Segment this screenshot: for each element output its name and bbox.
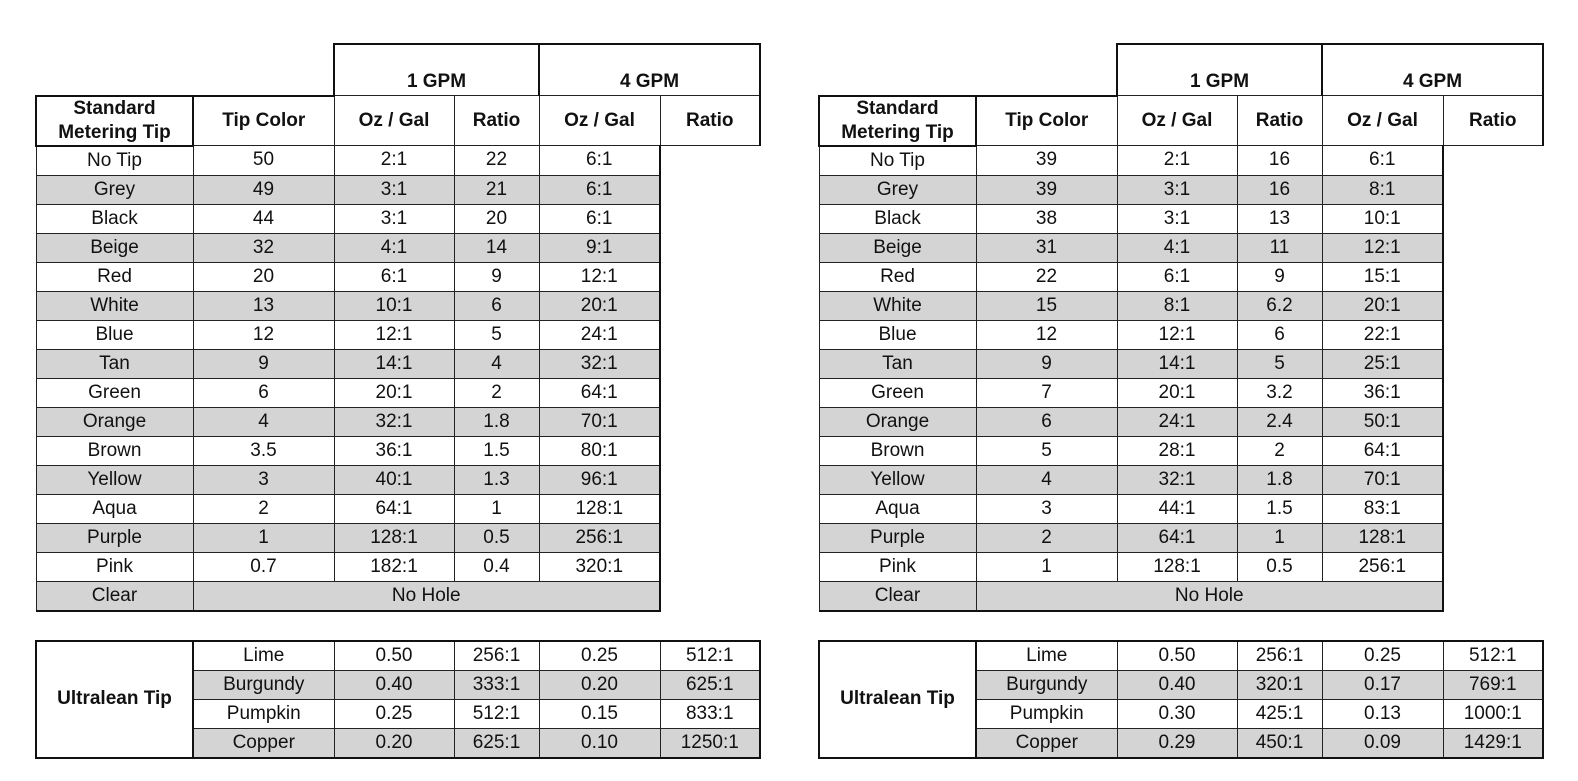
table-row	[819, 204, 1543, 233]
table-row	[36, 349, 760, 378]
standard-group-label: Standard Metering Tip	[36, 96, 193, 146]
ultralean-tip-table	[35, 640, 761, 759]
cell-oz-gal-4gpm: 0.09	[1322, 728, 1443, 758]
cell-oz-gal-1gpm: 0.20	[334, 728, 454, 758]
cell-oz-gal-1gpm: 22	[976, 262, 1117, 291]
table-row	[36, 465, 760, 494]
table-row	[36, 552, 760, 581]
cell-ratio-1gpm: 64:1	[1117, 523, 1237, 552]
cell-ratio-1gpm: 4:1	[1117, 233, 1237, 262]
cell-ratio-4gpm: 20:1	[539, 291, 660, 320]
cell-oz-gal-1gpm: 31	[976, 233, 1117, 262]
standard-group-label: Standard Metering Tip	[819, 96, 976, 146]
header-spacer	[36, 44, 334, 96]
cell-oz-gal-4gpm: 9	[1237, 262, 1322, 291]
cell-ratio-4gpm: 10:1	[1322, 204, 1443, 233]
cell-oz-gal-4gpm: 13	[1237, 204, 1322, 233]
cell-oz-gal-4gpm: 11	[1237, 233, 1322, 262]
cell-tip-color: No Tip	[36, 146, 193, 176]
cell-tip-color: Yellow	[36, 465, 193, 494]
column-header-row	[819, 96, 1543, 146]
cell-ratio-1gpm: 256:1	[454, 641, 539, 671]
table-row	[819, 262, 1543, 291]
cell-tip-color: Orange	[36, 407, 193, 436]
standard-tip-table	[818, 43, 1544, 612]
cell-oz-gal-4gpm: 1.5	[454, 436, 539, 465]
cell-oz-gal-1gpm: 9	[193, 349, 334, 378]
cell-tip-color: White	[819, 291, 976, 320]
table-row	[36, 320, 760, 349]
cell-ratio-4gpm: 22:1	[1322, 320, 1443, 349]
cell-tip-color: Grey	[36, 175, 193, 204]
cell-tip-color: Aqua	[36, 494, 193, 523]
table-row	[36, 523, 760, 552]
cell-oz-gal-4gpm: 21	[454, 175, 539, 204]
group-header-1gpm: 1 GPM	[334, 44, 539, 96]
cell-oz-gal-1gpm: 32	[193, 233, 334, 262]
cell-tip-color: Black	[36, 204, 193, 233]
group-header-1gpm: 1 GPM	[1117, 44, 1322, 96]
cell-tip-color: Clear	[36, 581, 193, 611]
cell-tip-color: Pumpkin	[193, 699, 334, 728]
cell-ratio-1gpm: 128:1	[334, 523, 454, 552]
cell-ratio-1gpm: 64:1	[334, 494, 454, 523]
cell-oz-gal-1gpm: 49	[193, 175, 334, 204]
gpm-group-header-row	[36, 44, 760, 96]
cell-oz-gal-1gpm: 50	[193, 146, 334, 176]
cell-ratio-1gpm: 425:1	[1237, 699, 1322, 728]
cell-ratio-4gpm: 6:1	[539, 175, 660, 204]
cell-tip-color: Pink	[36, 552, 193, 581]
cell-tip-color: Tan	[819, 349, 976, 378]
cell-tip-color: Beige	[819, 233, 976, 262]
cell-tip-color: Blue	[819, 320, 976, 349]
cell-ratio-4gpm: 20:1	[1322, 291, 1443, 320]
cell-ratio-1gpm: 182:1	[334, 552, 454, 581]
cell-oz-gal-4gpm: 0.10	[539, 728, 660, 758]
cell-oz-gal-1gpm: 0.50	[334, 641, 454, 671]
cell-ratio-4gpm: 1250:1	[660, 728, 760, 758]
col-header-ratio-1: Ratio	[1237, 96, 1322, 146]
cell-ratio-1gpm: 40:1	[334, 465, 454, 494]
cell-oz-gal-4gpm: 16	[1237, 175, 1322, 204]
cell-tip-color: Lime	[976, 641, 1117, 671]
cell-ratio-4gpm: 64:1	[539, 378, 660, 407]
cell-ratio-4gpm: 625:1	[660, 670, 760, 699]
cell-ratio-4gpm: 320:1	[539, 552, 660, 581]
cell-ratio-4gpm: 512:1	[660, 641, 760, 671]
table-row	[819, 320, 1543, 349]
cell-oz-gal-4gpm: 6	[1237, 320, 1322, 349]
cell-oz-gal-1gpm: 0.30	[1117, 699, 1237, 728]
cell-oz-gal-1gpm: 4	[193, 407, 334, 436]
cell-oz-gal-1gpm: 0.50	[1117, 641, 1237, 671]
table-row	[36, 494, 760, 523]
cell-ratio-1gpm: 36:1	[334, 436, 454, 465]
cell-ratio-1gpm: 12:1	[334, 320, 454, 349]
cell-oz-gal-4gpm: 1.3	[454, 465, 539, 494]
cell-ratio-4gpm: 833:1	[660, 699, 760, 728]
cell-ratio-1gpm: 3:1	[334, 204, 454, 233]
cell-tip-color: Burgundy	[976, 670, 1117, 699]
cell-ratio-1gpm: 256:1	[1237, 641, 1322, 671]
cell-ratio-1gpm: 28:1	[1117, 436, 1237, 465]
column-header-row	[36, 96, 760, 146]
cell-ratio-4gpm: 80:1	[539, 436, 660, 465]
table-row	[819, 641, 1543, 671]
cell-tip-color: Purple	[819, 523, 976, 552]
cell-oz-gal-4gpm: 2	[454, 378, 539, 407]
cell-ratio-1gpm: 333:1	[454, 670, 539, 699]
table-row	[36, 146, 760, 176]
cell-oz-gal-1gpm: 13	[193, 291, 334, 320]
cell-oz-gal-4gpm: 0.4	[454, 552, 539, 581]
cell-ratio-1gpm: 320:1	[1237, 670, 1322, 699]
cell-tip-color: Clear	[819, 581, 976, 611]
cell-ratio-1gpm: 14:1	[1117, 349, 1237, 378]
cell-ratio-4gpm: 256:1	[1322, 552, 1443, 581]
cell-oz-gal-4gpm: 3.2	[1237, 378, 1322, 407]
cell-ratio-4gpm: 70:1	[539, 407, 660, 436]
cell-oz-gal-1gpm: 15	[976, 291, 1117, 320]
cell-tip-color: Pumpkin	[976, 699, 1117, 728]
cell-tip-color: Aqua	[819, 494, 976, 523]
table-row	[36, 378, 760, 407]
cell-tip-color: No Tip	[819, 146, 976, 176]
cell-oz-gal-4gpm: 5	[1237, 349, 1322, 378]
cell-ratio-1gpm: 512:1	[454, 699, 539, 728]
cell-ratio-4gpm: 15:1	[1322, 262, 1443, 291]
cell-oz-gal-4gpm: 0.25	[1322, 641, 1443, 671]
cell-ratio-4gpm: 512:1	[1443, 641, 1543, 671]
cell-oz-gal-4gpm: 0.25	[539, 641, 660, 671]
cell-tip-color: Yellow	[819, 465, 976, 494]
cell-tip-color: Brown	[819, 436, 976, 465]
cell-ratio-1gpm: 20:1	[1117, 378, 1237, 407]
cell-oz-gal-4gpm: 16	[1237, 146, 1322, 176]
right-table-panel	[818, 43, 1544, 759]
cell-ratio-4gpm: 50:1	[1322, 407, 1443, 436]
cell-ratio-1gpm: 128:1	[1117, 552, 1237, 581]
cell-oz-gal-1gpm: 7	[976, 378, 1117, 407]
cell-tip-color: Pink	[819, 552, 976, 581]
table-row	[819, 465, 1543, 494]
cell-tip-color: Blue	[36, 320, 193, 349]
cell-oz-gal-4gpm: 20	[454, 204, 539, 233]
cell-tip-color: Burgundy	[193, 670, 334, 699]
cell-no-hole: No Hole	[976, 581, 1443, 611]
cell-ratio-4gpm: 8:1	[1322, 175, 1443, 204]
group-header-4gpm: 4 GPM	[1322, 44, 1543, 96]
table-row	[36, 436, 760, 465]
cell-ratio-4gpm: 24:1	[539, 320, 660, 349]
cell-tip-color: Beige	[36, 233, 193, 262]
cell-oz-gal-4gpm: 0.5	[1237, 552, 1322, 581]
cell-oz-gal-1gpm: 1	[193, 523, 334, 552]
table-row	[819, 494, 1543, 523]
cell-ratio-1gpm: 6:1	[334, 262, 454, 291]
table-row	[819, 175, 1543, 204]
cell-oz-gal-4gpm: 14	[454, 233, 539, 262]
cell-oz-gal-1gpm: 39	[976, 146, 1117, 176]
ultralean-group-label: Ultralean Tip	[819, 641, 976, 758]
cell-ratio-4gpm: 64:1	[1322, 436, 1443, 465]
cell-tip-color: Purple	[36, 523, 193, 552]
table-row	[819, 378, 1543, 407]
cell-oz-gal-1gpm: 0.29	[1117, 728, 1237, 758]
cell-ratio-1gpm: 6:1	[1117, 262, 1237, 291]
cell-ratio-4gpm: 9:1	[539, 233, 660, 262]
table-row	[819, 552, 1543, 581]
cell-ratio-4gpm: 12:1	[539, 262, 660, 291]
cell-oz-gal-4gpm: 5	[454, 320, 539, 349]
cell-oz-gal-4gpm: 6.2	[1237, 291, 1322, 320]
cell-oz-gal-4gpm: 1	[1237, 523, 1322, 552]
cell-oz-gal-1gpm: 0.7	[193, 552, 334, 581]
ultralean-group-label: Ultralean Tip	[36, 641, 193, 758]
cell-ratio-4gpm: 6:1	[1322, 146, 1443, 176]
cell-oz-gal-1gpm: 0.40	[334, 670, 454, 699]
cell-ratio-1gpm: 24:1	[1117, 407, 1237, 436]
cell-tip-color: Brown	[36, 436, 193, 465]
table-row	[36, 233, 760, 262]
cell-tip-color: Green	[819, 378, 976, 407]
cell-oz-gal-4gpm: 2	[1237, 436, 1322, 465]
col-header-tip-color: Tip Color	[976, 96, 1117, 146]
cell-oz-gal-1gpm: 4	[976, 465, 1117, 494]
cell-ratio-4gpm: 1429:1	[1443, 728, 1543, 758]
cell-tip-color: Grey	[819, 175, 976, 204]
cell-oz-gal-4gpm: 1.8	[454, 407, 539, 436]
col-header-oz-gal-1: Oz / Gal	[1117, 96, 1237, 146]
cell-oz-gal-1gpm: 38	[976, 204, 1117, 233]
cell-tip-color: Lime	[193, 641, 334, 671]
cell-tip-color: Copper	[193, 728, 334, 758]
cell-ratio-1gpm: 3:1	[334, 175, 454, 204]
cell-ratio-4gpm: 1000:1	[1443, 699, 1543, 728]
cell-ratio-4gpm: 32:1	[539, 349, 660, 378]
table-row	[36, 262, 760, 291]
cell-ratio-4gpm: 12:1	[1322, 233, 1443, 262]
cell-ratio-4gpm: 769:1	[1443, 670, 1543, 699]
table-row	[819, 349, 1543, 378]
cell-ratio-4gpm: 36:1	[1322, 378, 1443, 407]
cell-ratio-1gpm: 4:1	[334, 233, 454, 262]
cell-oz-gal-1gpm: 12	[193, 320, 334, 349]
cell-oz-gal-1gpm: 3	[193, 465, 334, 494]
table-row	[36, 407, 760, 436]
cell-ratio-1gpm: 2:1	[334, 146, 454, 176]
col-header-ratio-2: Ratio	[1443, 96, 1543, 146]
cell-ratio-4gpm: 128:1	[1322, 523, 1443, 552]
header-spacer	[819, 44, 1117, 96]
cell-oz-gal-1gpm: 6	[193, 378, 334, 407]
table-row	[819, 146, 1543, 176]
cell-ratio-1gpm: 32:1	[1117, 465, 1237, 494]
col-header-oz-gal-2: Oz / Gal	[1322, 96, 1443, 146]
table-row-clear	[36, 581, 760, 611]
cell-oz-gal-4gpm: 0.17	[1322, 670, 1443, 699]
cell-oz-gal-4gpm: 1.8	[1237, 465, 1322, 494]
cell-oz-gal-4gpm: 9	[454, 262, 539, 291]
cell-ratio-1gpm: 2:1	[1117, 146, 1237, 176]
cell-oz-gal-1gpm: 2	[976, 523, 1117, 552]
cell-oz-gal-1gpm: 3.5	[193, 436, 334, 465]
cell-ratio-1gpm: 450:1	[1237, 728, 1322, 758]
table-row	[36, 641, 760, 671]
cell-oz-gal-1gpm: 20	[193, 262, 334, 291]
cell-ratio-4gpm: 96:1	[539, 465, 660, 494]
cell-tip-color: White	[36, 291, 193, 320]
table-row-clear	[819, 581, 1543, 611]
cell-tip-color: Black	[819, 204, 976, 233]
cell-oz-gal-1gpm: 2	[193, 494, 334, 523]
table-row	[819, 523, 1543, 552]
cell-ratio-1gpm: 3:1	[1117, 175, 1237, 204]
cell-oz-gal-1gpm: 1	[976, 552, 1117, 581]
cell-ratio-1gpm: 10:1	[334, 291, 454, 320]
cell-oz-gal-4gpm: 0.5	[454, 523, 539, 552]
col-header-oz-gal-1: Oz / Gal	[334, 96, 454, 146]
cell-tip-color: Orange	[819, 407, 976, 436]
cell-oz-gal-4gpm: 0.13	[1322, 699, 1443, 728]
cell-oz-gal-4gpm: 22	[454, 146, 539, 176]
col-header-ratio-1: Ratio	[454, 96, 539, 146]
table-row	[819, 436, 1543, 465]
left-table-panel	[35, 43, 761, 759]
cell-oz-gal-4gpm: 1.5	[1237, 494, 1322, 523]
cell-ratio-4gpm: 128:1	[539, 494, 660, 523]
cell-oz-gal-1gpm: 0.25	[334, 699, 454, 728]
cell-oz-gal-1gpm: 5	[976, 436, 1117, 465]
cell-oz-gal-4gpm: 4	[454, 349, 539, 378]
cell-oz-gal-1gpm: 0.40	[1117, 670, 1237, 699]
col-header-oz-gal-2: Oz / Gal	[539, 96, 660, 146]
group-header-4gpm: 4 GPM	[539, 44, 760, 96]
cell-tip-color: Red	[819, 262, 976, 291]
cell-oz-gal-1gpm: 9	[976, 349, 1117, 378]
cell-ratio-4gpm: 6:1	[539, 204, 660, 233]
col-header-ratio-2: Ratio	[660, 96, 760, 146]
cell-oz-gal-1gpm: 12	[976, 320, 1117, 349]
table-row	[36, 291, 760, 320]
cell-ratio-1gpm: 14:1	[334, 349, 454, 378]
cell-oz-gal-4gpm: 0.15	[539, 699, 660, 728]
ultralean-tip-table	[818, 640, 1544, 759]
cell-tip-color: Red	[36, 262, 193, 291]
cell-tip-color: Copper	[976, 728, 1117, 758]
cell-ratio-4gpm: 6:1	[539, 146, 660, 176]
cell-ratio-4gpm: 256:1	[539, 523, 660, 552]
cell-no-hole: No Hole	[193, 581, 660, 611]
table-row	[819, 407, 1543, 436]
cell-ratio-1gpm: 20:1	[334, 378, 454, 407]
cell-tip-color: Green	[36, 378, 193, 407]
standard-tip-table	[35, 43, 761, 612]
table-row	[819, 233, 1543, 262]
cell-ratio-4gpm: 25:1	[1322, 349, 1443, 378]
cell-ratio-4gpm: 70:1	[1322, 465, 1443, 494]
cell-ratio-1gpm: 3:1	[1117, 204, 1237, 233]
cell-oz-gal-4gpm: 6	[454, 291, 539, 320]
cell-ratio-1gpm: 44:1	[1117, 494, 1237, 523]
cell-oz-gal-4gpm: 2.4	[1237, 407, 1322, 436]
cell-oz-gal-1gpm: 6	[976, 407, 1117, 436]
cell-ratio-1gpm: 625:1	[454, 728, 539, 758]
table-row	[36, 175, 760, 204]
cell-oz-gal-4gpm: 1	[454, 494, 539, 523]
gpm-group-header-row	[819, 44, 1543, 96]
cell-oz-gal-1gpm: 44	[193, 204, 334, 233]
cell-tip-color: Tan	[36, 349, 193, 378]
col-header-tip-color: Tip Color	[193, 96, 334, 146]
cell-oz-gal-1gpm: 39	[976, 175, 1117, 204]
table-row	[36, 204, 760, 233]
table-row	[819, 291, 1543, 320]
cell-oz-gal-4gpm: 0.20	[539, 670, 660, 699]
cell-ratio-1gpm: 12:1	[1117, 320, 1237, 349]
cell-oz-gal-1gpm: 3	[976, 494, 1117, 523]
cell-ratio-1gpm: 8:1	[1117, 291, 1237, 320]
cell-ratio-4gpm: 83:1	[1322, 494, 1443, 523]
cell-ratio-1gpm: 32:1	[334, 407, 454, 436]
